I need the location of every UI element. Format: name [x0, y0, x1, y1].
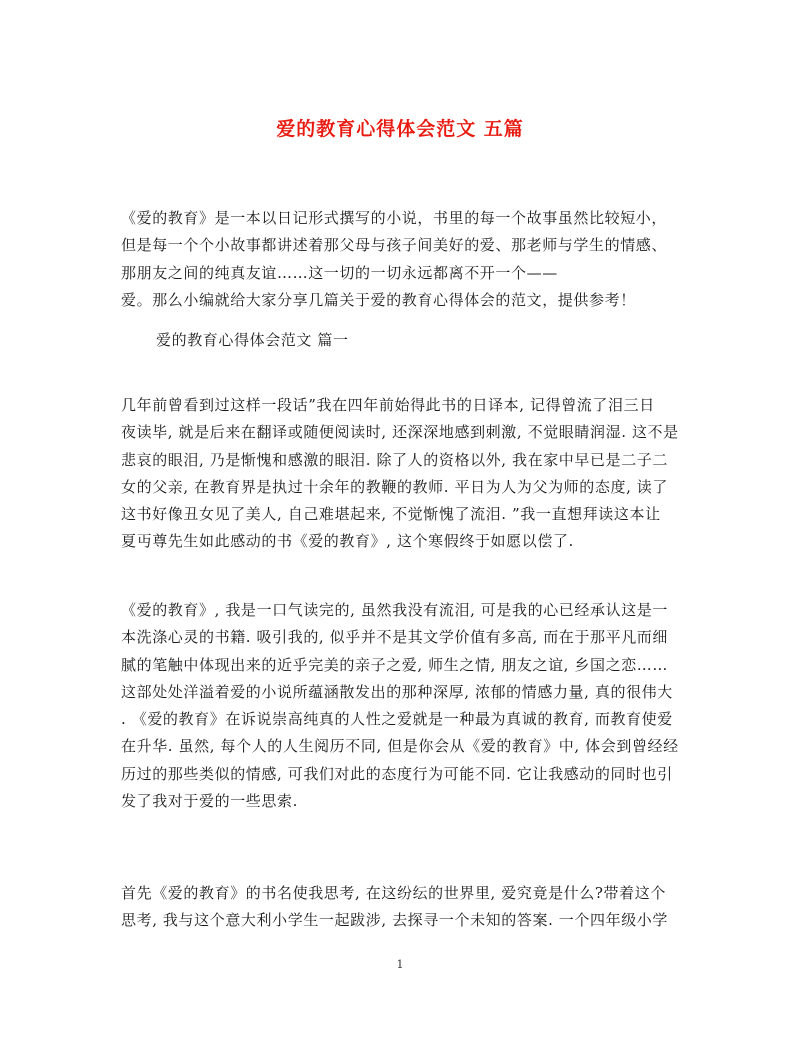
- text-line: 那朋友之间的纯真友谊……这一切的一切永远都离不开一个——: [121, 263, 558, 282]
- text-line: 悲哀的眼泪, 乃是惭愧和感激的眼泪. 除了人的资格以外, 我在家中早已是二子二: [121, 450, 669, 469]
- text-line: 首先《爱的教育》的书名使我思考, 在这纷纭的世界里, 爱究竟是什么?带着这个: [121, 884, 666, 902]
- text-line: 在升华. 虽然, 每个人的人生阅历不同, 但是你会从《爱的教育》中, 体会到曾经经: [121, 737, 679, 756]
- body-paragraph-3: [121, 880, 681, 935]
- text-line: 发了我对于爱的一些思索.: [121, 792, 298, 811]
- text-line: 女的父亲, 在教育界是执过十余年的教鞭的教师. 平日为人为父为师的态度, 读了: [121, 477, 669, 496]
- text-line: 思考, 我与这个意大利小学生一起跋涉, 去探寻一个未知的答案. 一个四年级小学: [121, 911, 669, 930]
- text-line: 夏丏尊先生如此感动的书《爱的教育》, 这个寒假终于如愿以偿了.: [121, 532, 574, 551]
- page-number: 1: [396, 958, 404, 971]
- text-line: 历过的那些类似的情感, 可我们对此的态度行为可能不同. 它让我感动的同时也引: [121, 764, 673, 783]
- text-line: 本洗涤心灵的书籍. 吸引我的, 似乎并不是其文学价值有多高, 而在于那平凡而细: [121, 628, 669, 647]
- text-line: 这书好像丑女见了美人, 自己难堪起来, 不觉惭愧了流泪. ”我一直想拜读这本让: [121, 505, 661, 524]
- body-paragraph-1: [121, 392, 681, 556]
- text-line: . 《爱的教育》在诉说崇高纯真的人性之爱就是一种最为真诚的教育, 而教育使爱: [121, 710, 673, 729]
- text-line: 这部处处洋溢着爱的小说所蕴涵散发出的那种深厚, 浓郁的情感力量, 真的很伟大: [121, 682, 673, 701]
- text-line: 爱。那么小编就给大家分享几篇关于爱的教育心得体会的范文，提供参考！: [121, 290, 636, 309]
- intro-paragraph: [121, 205, 681, 314]
- text-line: 《爱的教育》是一本以日记形式撰写的小说，书里的每一个故事虽然比较短小，: [121, 209, 668, 227]
- text-line: 夜读毕, 就是后来在翻译或随便阅读时, 还深深地感到刺激, 不觉眼睛润湿. 这不是: [121, 423, 679, 442]
- text-line: 但是每一个个小故事都讲述着那父母与孩子间美好的爱、那老师与学生的情感、: [121, 236, 668, 255]
- text-line: 几年前曾看到过这样一段话”我在四年前始得此书的日译本, 记得曾流了泪三日: [121, 396, 655, 414]
- body-paragraph-2: [121, 597, 681, 815]
- section-heading: 爱的教育心得体会范文 篇一: [156, 331, 349, 349]
- document-title: 爱的教育心得体会范文 五篇: [276, 118, 524, 140]
- text-line: 《爱的教育》, 我是一口气读完的, 虽然我没有流泪, 可是我的心已经承认这是一: [121, 601, 669, 619]
- text-line: 腻的笔触中体现出来的近乎完美的亲子之爱, 师生之情, 朋友之谊, 乡国之恋……: [121, 655, 669, 674]
